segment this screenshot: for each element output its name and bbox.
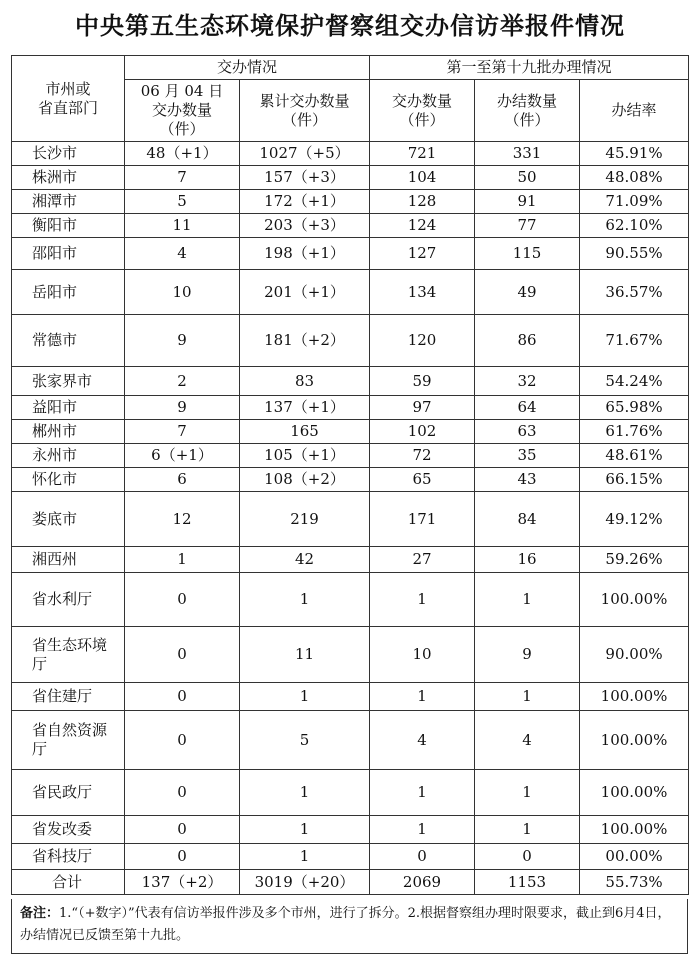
dept-cell: 邵阳市	[12, 238, 125, 270]
total-resolved: 1153	[475, 870, 580, 895]
dept-cell: 张家界市	[12, 367, 125, 396]
header-row-1	[12, 56, 689, 80]
cumulative-cell: 157（+3）	[240, 166, 370, 190]
today-cell: 4	[125, 238, 240, 270]
assigned-cell: 134	[370, 270, 475, 315]
cumulative-cell: 1	[240, 683, 370, 711]
today-cell: 0	[125, 627, 240, 683]
resolved-cell: 35	[475, 444, 580, 468]
cumulative-cell: 11	[240, 627, 370, 683]
dept-cell: 常德市	[12, 315, 125, 367]
dept-cell: 怀化市	[12, 468, 125, 492]
table-row	[12, 238, 689, 270]
today-cell: 0	[125, 844, 240, 870]
dept-cell: 益阳市	[12, 396, 125, 420]
today-cell: 0	[125, 770, 240, 816]
today-cell: 5	[125, 190, 240, 214]
table-row	[12, 492, 689, 547]
dept-cell: 省自然资源 厅	[12, 711, 125, 770]
today-cell: 11	[125, 214, 240, 238]
cumulative-cell: 165	[240, 420, 370, 444]
rate-cell: 100.00%	[580, 683, 689, 711]
today-cell: 6（+1）	[125, 444, 240, 468]
assigned-cell: 124	[370, 214, 475, 238]
dept-cell: 省科技厅	[12, 844, 125, 870]
total-assigned: 2069	[370, 870, 475, 895]
resolved-cell: 1	[475, 816, 580, 844]
table-row	[12, 844, 689, 870]
resolved-cell: 86	[475, 315, 580, 367]
resolved-cell: 84	[475, 492, 580, 547]
cumulative-cell: 1	[240, 844, 370, 870]
resolved-cell: 16	[475, 547, 580, 573]
cumulative-cell: 1	[240, 770, 370, 816]
today-cell: 10	[125, 270, 240, 315]
rate-cell: 90.00%	[580, 627, 689, 683]
resolved-cell: 4	[475, 711, 580, 770]
table-row	[12, 270, 689, 315]
page-title: 中央第五生态环境保护督察组交办信访举报件情况	[75, 11, 625, 40]
cumulative-cell: 42	[240, 547, 370, 573]
dept-cell: 省住建厅	[12, 683, 125, 711]
dept-cell: 省民政厅	[12, 770, 125, 816]
dept-cell: 娄底市	[12, 492, 125, 547]
assigned-cell: 97	[370, 396, 475, 420]
rate-cell: 100.00%	[580, 770, 689, 816]
cumulative-cell: 105（+1）	[240, 444, 370, 468]
dept-cell: 岳阳市	[12, 270, 125, 315]
cumulative-cell: 108（+2）	[240, 468, 370, 492]
assigned-cell: 72	[370, 444, 475, 468]
table-row	[12, 770, 689, 816]
assigned-cell: 120	[370, 315, 475, 367]
assigned-cell: 10	[370, 627, 475, 683]
header-group-progress: 第一至第十九批办理情况	[370, 56, 689, 80]
table-row	[12, 683, 689, 711]
assigned-cell: 59	[370, 367, 475, 396]
header-assigned: 交办数量 （件）	[370, 80, 475, 142]
cumulative-cell: 1	[240, 573, 370, 627]
header-dept: 市州或 省直部门	[12, 56, 125, 142]
today-cell: 9	[125, 396, 240, 420]
today-cell: 7	[125, 166, 240, 190]
cumulative-cell: 181（+2）	[240, 315, 370, 367]
footnote	[11, 899, 688, 954]
resolved-cell: 331	[475, 142, 580, 166]
footnote-text: 1.“（+数字）”代表有信访举报件涉及多个市州，进行了拆分。2.根据督察组办理时限要求，截止到6月4日，办结情况已反馈至第十九批。	[20, 906, 671, 943]
table-row	[12, 367, 689, 396]
today-cell: 7	[125, 420, 240, 444]
assigned-cell: 1	[370, 683, 475, 711]
rate-cell: 90.55%	[580, 238, 689, 270]
table-row	[12, 816, 689, 844]
cumulative-cell: 137（+1）	[240, 396, 370, 420]
dept-cell: 郴州市	[12, 420, 125, 444]
resolved-cell: 43	[475, 468, 580, 492]
dept-cell: 省生态环境 厅	[12, 627, 125, 683]
today-cell: 9	[125, 315, 240, 367]
today-cell: 48（+1）	[125, 142, 240, 166]
assigned-cell: 102	[370, 420, 475, 444]
header-resolved: 办结数量 （件）	[475, 80, 580, 142]
report-table	[11, 55, 689, 895]
table-row	[12, 420, 689, 444]
dept-cell: 衡阳市	[12, 214, 125, 238]
rate-cell: 00.00%	[580, 844, 689, 870]
table-row	[12, 627, 689, 683]
assigned-cell: 4	[370, 711, 475, 770]
resolved-cell: 64	[475, 396, 580, 420]
rate-cell: 100.00%	[580, 573, 689, 627]
cumulative-cell: 198（+1）	[240, 238, 370, 270]
today-cell: 0	[125, 816, 240, 844]
dept-cell: 省水利厅	[12, 573, 125, 627]
assigned-cell: 721	[370, 142, 475, 166]
rate-cell: 45.91%	[580, 142, 689, 166]
rate-cell: 48.61%	[580, 444, 689, 468]
assigned-cell: 1	[370, 770, 475, 816]
resolved-cell: 1	[475, 573, 580, 627]
rate-cell: 71.67%	[580, 315, 689, 367]
cumulative-cell: 201（+1）	[240, 270, 370, 315]
cumulative-cell: 172（+1）	[240, 190, 370, 214]
resolved-cell: 115	[475, 238, 580, 270]
footnote-label: 备注：	[20, 906, 60, 921]
rate-cell: 49.12%	[580, 492, 689, 547]
cumulative-cell: 219	[240, 492, 370, 547]
table-row	[12, 396, 689, 420]
rate-cell: 54.24%	[580, 367, 689, 396]
rate-cell: 71.09%	[580, 190, 689, 214]
table-row	[12, 547, 689, 573]
assigned-cell: 65	[370, 468, 475, 492]
today-cell: 0	[125, 711, 240, 770]
dept-cell: 长沙市	[12, 142, 125, 166]
resolved-cell: 0	[475, 844, 580, 870]
table-row	[12, 468, 689, 492]
resolved-cell: 1	[475, 683, 580, 711]
rate-cell: 48.08%	[580, 166, 689, 190]
assigned-cell: 128	[370, 190, 475, 214]
rate-cell: 61.76%	[580, 420, 689, 444]
header-today: 06 月 04 日 交办数量 （件）	[125, 80, 240, 142]
total-row	[12, 870, 689, 895]
total-today: 137（+2）	[125, 870, 240, 895]
dept-cell: 湘西州	[12, 547, 125, 573]
assigned-cell: 1	[370, 573, 475, 627]
rate-cell: 100.00%	[580, 816, 689, 844]
rate-cell: 62.10%	[580, 214, 689, 238]
today-cell: 2	[125, 367, 240, 396]
table-row	[12, 315, 689, 367]
rate-cell: 66.15%	[580, 468, 689, 492]
dept-cell: 湘潭市	[12, 190, 125, 214]
rate-cell: 100.00%	[580, 711, 689, 770]
table-row	[12, 711, 689, 770]
cumulative-cell: 1027（+5）	[240, 142, 370, 166]
rate-cell: 36.57%	[580, 270, 689, 315]
cumulative-cell: 203（+3）	[240, 214, 370, 238]
table-row	[12, 190, 689, 214]
header-cumulative: 累计交办数量 （件）	[240, 80, 370, 142]
resolved-cell: 1	[475, 770, 580, 816]
today-cell: 6	[125, 468, 240, 492]
resolved-cell: 91	[475, 190, 580, 214]
table-row	[12, 166, 689, 190]
today-cell: 12	[125, 492, 240, 547]
total-cumulative: 3019（+20）	[240, 870, 370, 895]
total-rate: 55.73%	[580, 870, 689, 895]
dept-cell: 株洲市	[12, 166, 125, 190]
resolved-cell: 49	[475, 270, 580, 315]
assigned-cell: 127	[370, 238, 475, 270]
cumulative-cell: 83	[240, 367, 370, 396]
assigned-cell: 171	[370, 492, 475, 547]
cumulative-cell: 5	[240, 711, 370, 770]
cumulative-cell: 1	[240, 816, 370, 844]
rate-cell: 59.26%	[580, 547, 689, 573]
table-row	[12, 573, 689, 627]
dept-cell: 省发改委	[12, 816, 125, 844]
resolved-cell: 77	[475, 214, 580, 238]
today-cell: 0	[125, 573, 240, 627]
today-cell: 0	[125, 683, 240, 711]
assigned-cell: 104	[370, 166, 475, 190]
today-cell: 1	[125, 547, 240, 573]
rate-cell: 65.98%	[580, 396, 689, 420]
resolved-cell: 9	[475, 627, 580, 683]
assigned-cell: 1	[370, 816, 475, 844]
total-label: 合计	[12, 870, 125, 895]
resolved-cell: 50	[475, 166, 580, 190]
table-row	[12, 444, 689, 468]
assigned-cell: 27	[370, 547, 475, 573]
header-group-assigned: 交办情况	[125, 56, 370, 80]
dept-cell: 永州市	[12, 444, 125, 468]
header-rate: 办结率	[580, 80, 689, 142]
table-row	[12, 214, 689, 238]
assigned-cell: 0	[370, 844, 475, 870]
table-row	[12, 142, 689, 166]
resolved-cell: 32	[475, 367, 580, 396]
resolved-cell: 63	[475, 420, 580, 444]
